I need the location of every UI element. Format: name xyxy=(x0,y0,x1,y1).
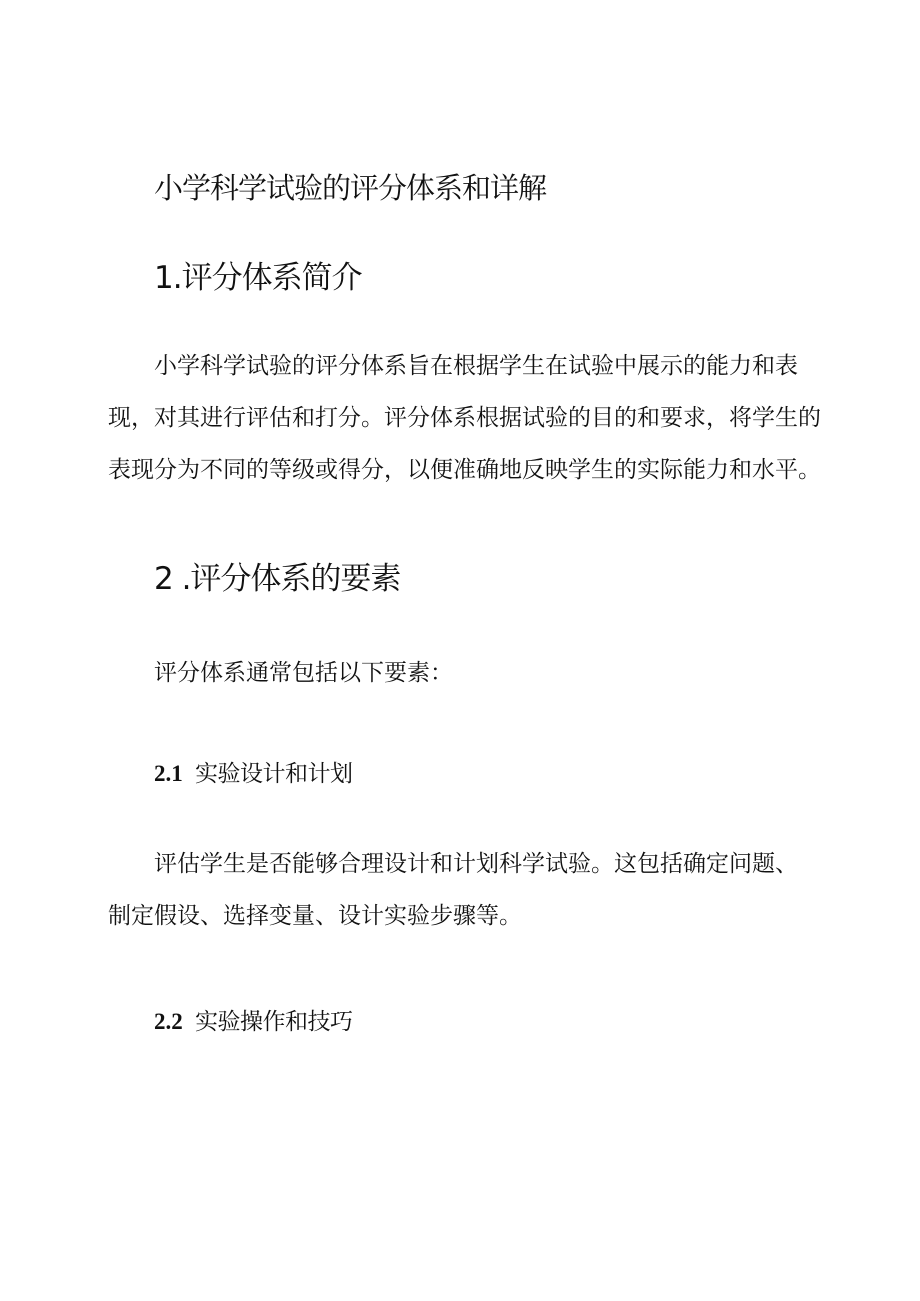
subsection-design-paragraph xyxy=(108,838,828,942)
subsection-heading-design xyxy=(154,755,353,788)
paragraph-line: 现，对其进行评估和打分。评分体系根据试验的目的和要求，将学生的 xyxy=(108,405,821,431)
subsection-heading-operation xyxy=(154,1003,353,1036)
paragraph-line: 评分体系通常包括以下要素： xyxy=(154,660,453,686)
subsection-title: 实验操作和技巧 xyxy=(195,1009,353,1035)
paragraph-line: 表现分为不同的等级或得分，以便准确地反映学生的实际能力和水平。 xyxy=(108,457,821,483)
section-heading-elements: 2 .评分体系的要素 xyxy=(154,561,401,597)
section-elements-intro xyxy=(108,647,828,699)
paragraph-line: 小学科学试验的评分体系旨在根据学生在试验中展示的能力和表 xyxy=(154,353,798,379)
paragraph-line: 评估学生是否能够合理设计和计划科学试验。这包括确定问题、 xyxy=(154,851,798,877)
subsection-number: 2.2 xyxy=(154,1009,183,1034)
subsection-number: 2.1 xyxy=(154,761,183,786)
section-heading-intro: 1.评分体系简介 xyxy=(154,260,362,296)
subsection-title: 实验设计和计划 xyxy=(195,761,353,787)
document-title: 小学科学试验的评分体系和详解 xyxy=(154,171,547,205)
paragraph-line: 制定假设、选择变量、设计实验步骤等。 xyxy=(108,903,522,929)
section-intro-paragraph xyxy=(108,340,828,496)
